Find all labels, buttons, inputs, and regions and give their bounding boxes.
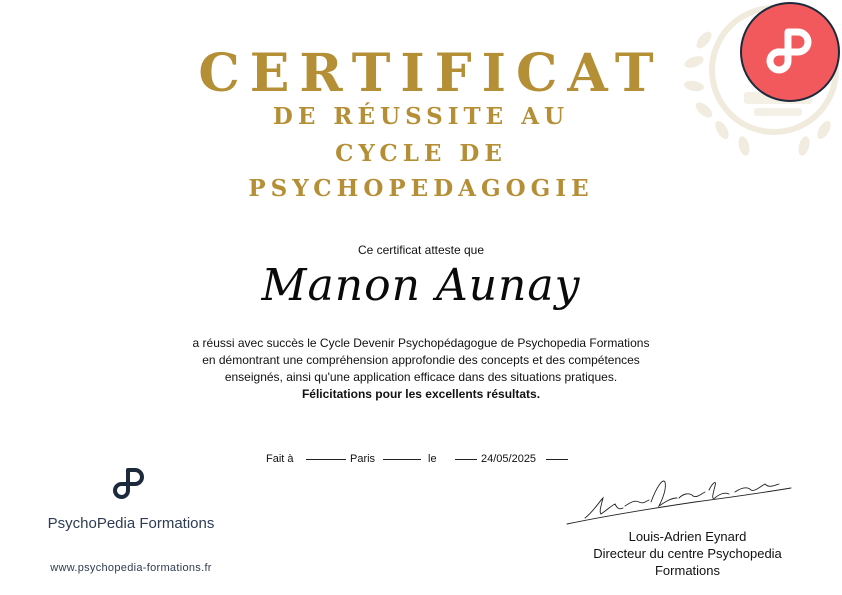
brand-name: PsychoPedia Formations (47, 515, 215, 532)
body-line: en démontrant une compréhension approfondie des concepts et des compétences (202, 353, 640, 367)
fait-label: Fait à (266, 453, 294, 465)
date-rule-right (546, 459, 568, 460)
signatory-role-line2: Formations (654, 563, 721, 578)
certificate-subtitle-line1: DE RÉUSSITE AU (272, 103, 570, 130)
handwritten-signature (565, 472, 795, 528)
congratulations-text: Félicitations pour les excellents résultats. (301, 387, 541, 401)
certificate-subtitle-line2: CYCLE DE (335, 140, 507, 167)
date-value: 24/05/2025 (481, 453, 537, 465)
place-date-line (0, 451, 842, 467)
psychopedia-brand-logo-icon (112, 466, 148, 504)
signatory-name: Louis-Adrien Eynard (628, 529, 747, 544)
brand-website-link[interactable]: www.psychopedia-formations.fr (50, 562, 212, 574)
body-line: enseignés, ainsi qu'une application efficace dans des situations pratiques. (224, 370, 618, 384)
recipient-name: Manon Aunay (261, 260, 581, 311)
place-value: Paris (350, 453, 376, 465)
body-line: a réussi avec succès le Cycle Devenir Psychopédagogue de Psychopedia Formations (192, 336, 650, 350)
certificate-title: CERTIFICAT (198, 43, 664, 104)
certificate-subtitle-line3: PSYCHOPEDAGOGIE (248, 175, 594, 202)
certificate-body (120, 335, 722, 403)
place-rule-left (306, 459, 346, 460)
attest-text: Ce certificat atteste que (357, 243, 485, 257)
date-rule-left (455, 459, 477, 460)
le-label: le (428, 453, 437, 465)
place-rule-right (383, 459, 421, 460)
signatory-block (560, 528, 815, 579)
signatory-role-line1: Directeur du centre Psychopedia (593, 546, 782, 561)
